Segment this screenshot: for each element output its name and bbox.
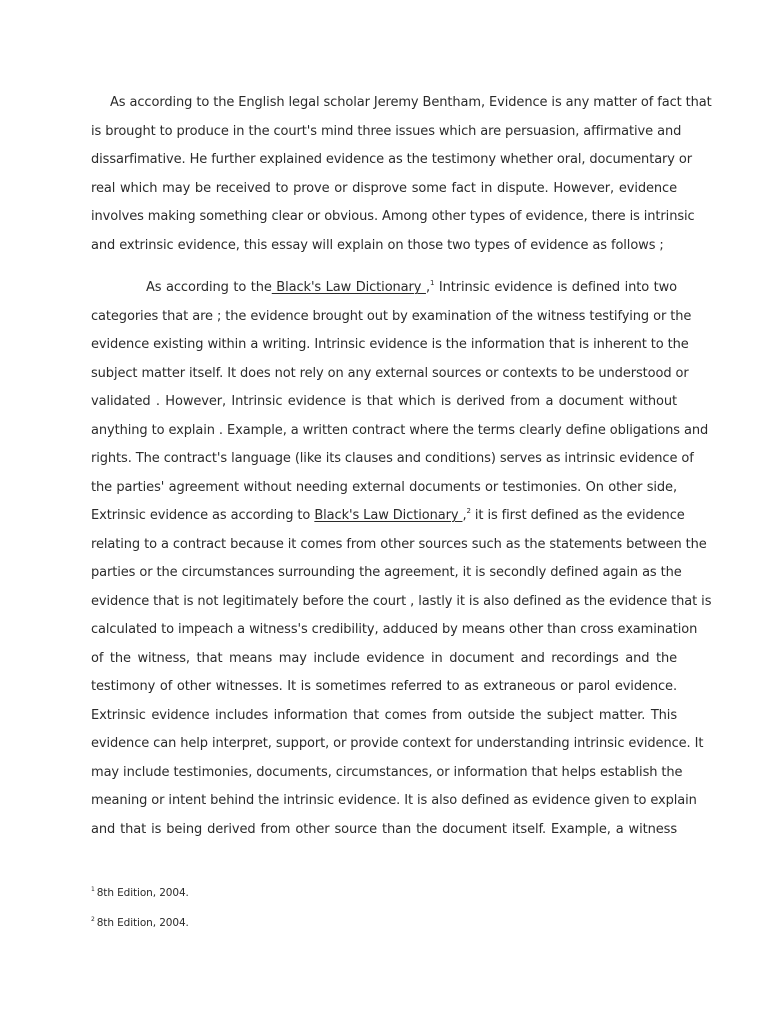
footnote-text: 8th Edition, 2004.	[96, 887, 189, 899]
paragraph-spacing	[91, 260, 677, 274]
text-line: is brought to produce in the court's mind three issues which are persuasion, affirmative and	[91, 123, 682, 139]
text-line: evidence can help interpret, support, or provide context for understanding intrinsic evidence. It	[91, 736, 704, 751]
citation-blacks-law-dictionary: Black's Law Dictionary	[314, 508, 463, 523]
text-line: anything to explain . Example, a written contract where the terms clearly define obligations and	[91, 422, 709, 438]
text-line: evidence that is not legitimately before the court , lastly it is also defined as the evidence that is	[91, 593, 712, 609]
text-line: testimony of other witnesses. It is sometimes referred to as extraneous or parol evidence.	[91, 679, 677, 694]
line-text: As according to the	[146, 280, 272, 295]
text-line: evidence existing within a writing. Intrinsic evidence is the information that is inherent to the	[91, 337, 689, 352]
footnote-number: 1	[91, 886, 95, 893]
citation-comma: ,	[462, 508, 467, 523]
document-body	[91, 89, 712, 844]
footnote-1	[91, 884, 189, 914]
text-line: of the witness, that means may include evidence in document and recordings and the	[91, 650, 677, 666]
paragraph-1	[91, 89, 712, 260]
text-line: dissarfimative. He further explained evidence as the testimony whether oral, documentary or	[91, 152, 693, 167]
text-line: involves making something clear or obvious. Among other types of evidence, there is intrinsic	[91, 209, 695, 224]
citation-comma: ,	[425, 280, 430, 295]
text-line: categories that are ; the evidence brought out by examination of the witness testifying or the	[91, 308, 692, 324]
text-line: and extrinsic evidence, this essay will explain on those two types of evidence as follows ;	[91, 237, 664, 253]
text-line: may include testimonies, documents, circumstances, or information that helps establish the	[91, 764, 683, 780]
footnotes	[91, 884, 189, 944]
text-line: subject matter itself. It does not rely on any external sources or contexts to be understood or	[91, 365, 689, 381]
text-line: real which may be received to prove or disprove some fact in dispute. However, evidence	[91, 180, 677, 196]
text-line: parties or the circumstances surrounding the agreement, it is secondly defined again as the	[91, 565, 682, 580]
text-line: relating to a contract because it comes from other sources such as the statements between the	[91, 536, 707, 552]
text-line: and that is being derived from other source than the document itself. Example, a witness	[91, 821, 677, 837]
footnote-marker-1[interactable]: 1	[429, 279, 435, 287]
text-line	[91, 274, 677, 303]
footnote-2	[91, 914, 189, 944]
citation-blacks-law-dictionary: Black's Law Dictionary	[271, 280, 426, 295]
text-line: Extrinsic evidence includes information that comes from outside the subject matter. This	[91, 707, 677, 723]
footnote-number: 2	[91, 916, 95, 923]
text-line: meaning or intent behind the intrinsic evidence. It is also defined as evidence given to explain	[91, 793, 697, 808]
line-text: Intrinsic evidence is defined into two	[434, 280, 677, 295]
line-text: Extrinsic evidence as according to	[91, 508, 311, 523]
text-line: As according to the English legal scholar Jeremy Bentham, Evidence is any matter of fact that	[110, 95, 712, 110]
text-line	[91, 502, 685, 531]
line-text: it is first defined as the evidence	[470, 508, 685, 523]
footnote-text: 8th Edition, 2004.	[96, 917, 189, 929]
text-line: calculated to impeach a witness's credibility, adduced by means other than cross examination	[91, 622, 698, 637]
paragraph-2	[91, 274, 712, 844]
footnote-marker-2[interactable]: 2	[466, 507, 471, 515]
text-line: the parties' agreement without needing external documents or testimonies. On other side,	[91, 479, 677, 495]
text-line: rights. The contract's language (like its clauses and conditions) serves as intrinsic evidence of	[91, 451, 694, 466]
text-line: validated . However, Intrinsic evidence is that which is derived from a document without	[91, 394, 677, 409]
